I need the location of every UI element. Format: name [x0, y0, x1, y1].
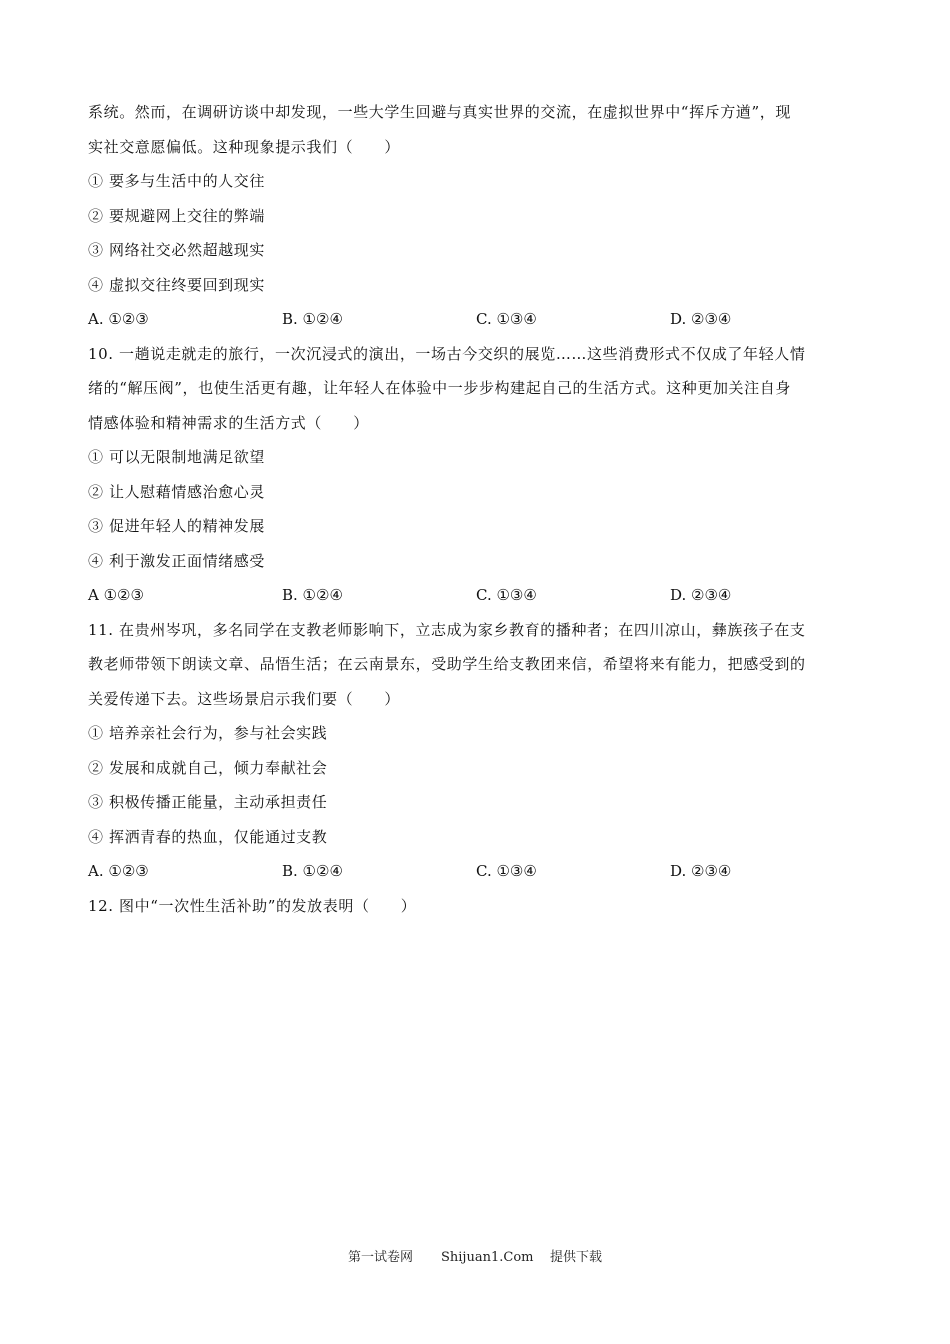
q10-option-a: A ①②③ — [88, 586, 144, 604]
q10-item-3: ③ 促进年轻人的精神发展 — [88, 517, 265, 535]
q11-option-b: B. ①②④ — [282, 862, 343, 880]
q9-option-b: B. ①②④ — [282, 310, 343, 328]
q10-item-4: ④ 利于激发正面情绪感受 — [88, 551, 265, 570]
q11-item-4: ④ 挥洒青春的热血，仅能通过支教 — [88, 827, 328, 846]
q11-options — [88, 854, 868, 889]
q10-item-2: ② 让人慰藉情感治愈心灵 — [88, 482, 265, 501]
footer-site-cn: 第一试卷网 — [347, 1250, 413, 1265]
q10-options — [88, 578, 868, 613]
q9-stem-line-2: 实社交意愿偏低。这种现象提示我们（ ） — [88, 137, 401, 156]
q9-stem-line-1: 系统。然而，在调研访谈中却发现，一些大学生回避与真实世界的交流，在虚拟世界中“挥斥方遒”，现 — [88, 103, 791, 121]
q9-item-4: ④ 虚拟交往终要回到现实 — [88, 275, 265, 294]
q12-stem-line-1: 12. 图中“一次性生活补助”的发放表明（ ） — [88, 896, 417, 915]
q9-option-c: C. ①③④ — [476, 310, 537, 328]
q9-option-a: A. ①②③ — [88, 310, 149, 328]
q10-stem-line-1: 10. 一趟说走就走的旅行，一次沉浸式的演出，一场古今交织的展览……这些消费形式不仅成了年轻人情 — [88, 344, 806, 363]
q11-stem-line-1: 11. 在贵州岑巩，多名同学在支教老师影响下，立志成为家乡教育的播种者；在四川凉山，彝族孩子在支 — [88, 620, 806, 639]
q9-item-2: ② 要规避网上交往的弊端 — [88, 206, 265, 225]
q10-option-d: D. ②③④ — [670, 586, 732, 604]
q10-stem-line-2: 绪的“解压阀”，也使生活更有趣，让年轻人在体验中一步步构建起自己的生活方式。这种更加关注自身 — [88, 379, 791, 397]
q10-item-1: ① 可以无限制地满足欲望 — [88, 448, 265, 466]
q9-item-1: ① 要多与生活中的人交往 — [88, 172, 265, 190]
q10-option-c: C. ①③④ — [476, 586, 537, 604]
footer-site-en: Shijuan1.Com — [441, 1250, 534, 1265]
q9-item-3: ③ 网络社交必然超越现实 — [88, 241, 265, 259]
page-footer — [0, 1246, 950, 1265]
q11-stem-line-2: 教老师带领下朗读文章、品悟生活；在云南景东，受助学生给支教团来信，希望将来有能力，把感受到的 — [88, 655, 806, 673]
q11-option-d: D. ②③④ — [670, 862, 732, 880]
footer-note: 提供下载 — [550, 1250, 603, 1265]
q9-options — [88, 302, 868, 337]
q11-option-c: C. ①③④ — [476, 862, 537, 880]
q10-stem-line-3: 情感体验和精神需求的生活方式（ ） — [88, 413, 369, 432]
q11-item-3: ③ 积极传播正能量，主动承担责任 — [88, 793, 328, 811]
q11-stem-line-3: 关爱传递下去。这些场景启示我们要（ ） — [88, 689, 401, 708]
exam-content — [88, 95, 868, 923]
q11-item-1: ① 培养亲社会行为，参与社会实践 — [88, 724, 328, 742]
q10-option-b: B. ①②④ — [282, 586, 343, 604]
q11-option-a: A. ①②③ — [88, 862, 149, 880]
q9-option-d: D. ②③④ — [670, 310, 732, 328]
q11-item-2: ② 发展和成就自己，倾力奉献社会 — [88, 758, 328, 777]
